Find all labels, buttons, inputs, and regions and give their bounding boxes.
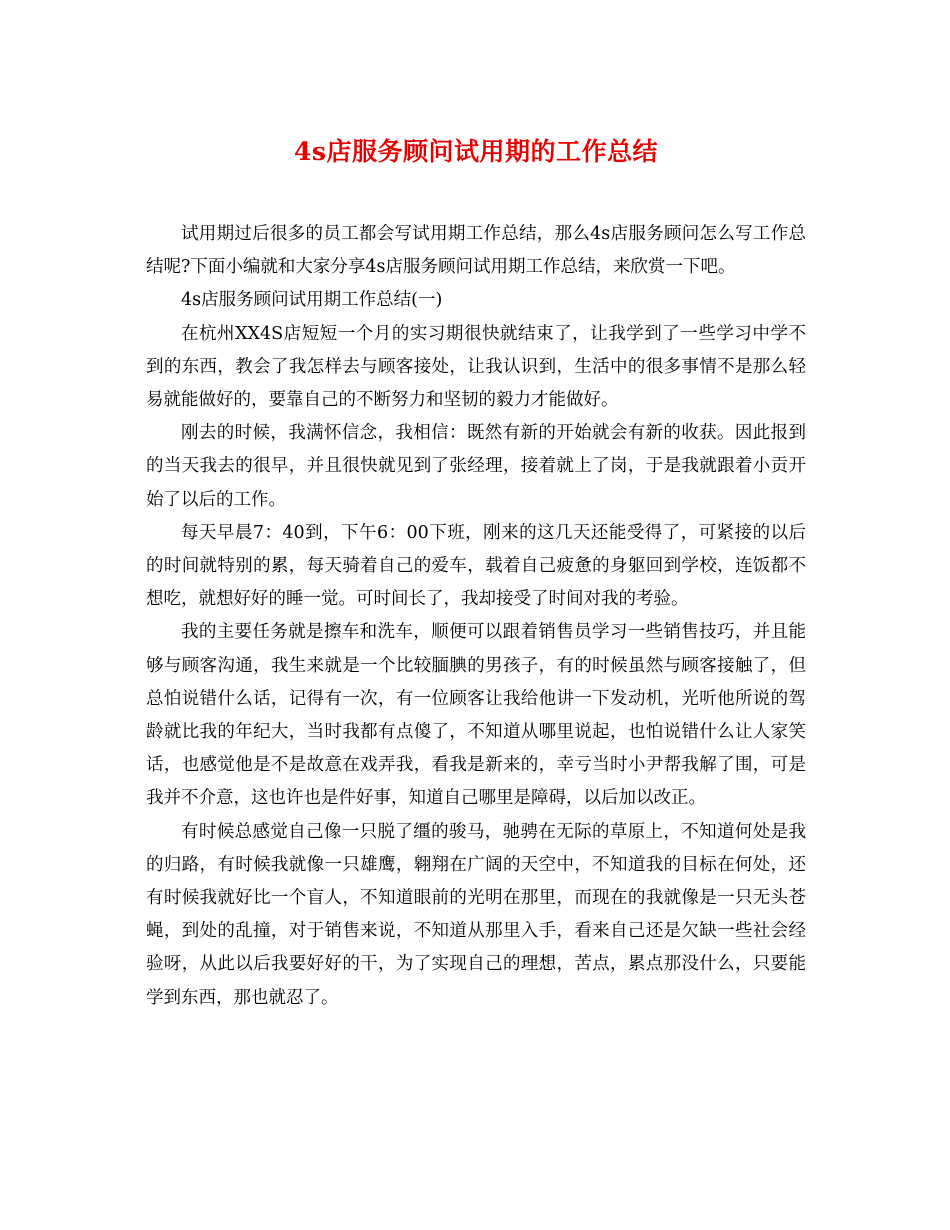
document-body (146, 218, 806, 1015)
paragraph: 有时候总感觉自己像一只脱了缰的骏马，驰骋在无际的草原上，不知道何处是我的归路，有时候我就像一只雄鹰，翱翔在广阔的天空中，不知道我的目标在何处，还有时候我就好比一个盲人，不知道眼前的光明在那里，而现在的我就像是一只无头苍蝇，到处的乱撞，对于销售来说，不知道从那里入手，看来自己还是欠缺一些社会经验呀，从此以后我要好好的干，为了实现自己的理想，苦点，累点那没什么，只要能学到东西，那也就忍了。 (146, 821, 806, 1008)
document-page (146, 130, 806, 1015)
paragraph: 在杭州XX4S店短短一个月的实习期很快就结束了，让我学到了一些学习中学不到的东西，教会了我怎样去与顾客接处，让我认识到，生活中的很多事情不是那么轻易就能做好的，要靠自己的不断努力和坚韧的毅力才能做好。 (146, 323, 806, 411)
paragraph: 我的主要任务就是擦车和洗车，顺便可以跟着销售员学习一些销售技巧，并且能够与顾客沟通，我生来就是一个比较腼腆的男孩子，有的时候虽然与顾客接触了，但总怕说错什么话，记得有一次，有一位顾客让我给他讲一下发动机，光听他所说的驾龄就比我的年纪大，当时我都有点傻了，不知道从哪里说起，也怕说错什么让人家笑话，也感觉他是不是故意在戏弄我，看我是新来的，幸亏当时小尹帮我解了围，可是我并不介意，这也许也是件好事，知道自己哪里是障碍，以后加以改正。 (146, 622, 806, 809)
document-title: 4s店服务顾问试用期的工作总结 (294, 137, 658, 166)
paragraph: 每天早晨7：40到，下午6：00下班，刚来的这几天还能受得了，可紧接的以后的时间就特别的累，每天骑着自己的爱车，载着自己疲惫的身躯回到学校，连饭都不想吃，就想好好的睡一觉。可时间长了，我却接受了时间对我的考验。 (146, 522, 806, 610)
section-heading: 4s店服务顾问试用期工作总结(一) (181, 290, 443, 311)
paragraph-intro: 试用期过后很多的员工都会写试用期工作总结，那么4s店服务顾问怎么写工作总结呢?下面小编就和大家分享4s店服务顾问试用期工作总结，来欣赏一下吧。 (146, 224, 806, 278)
paragraph: 刚去的时候，我满怀信念，我相信：既然有新的开始就会有新的收获。因此报到的当天我去的很早，并且很快就见到了张经理，接着就上了岗，于是我就跟着小贡开始了以后的工作。 (146, 423, 806, 510)
